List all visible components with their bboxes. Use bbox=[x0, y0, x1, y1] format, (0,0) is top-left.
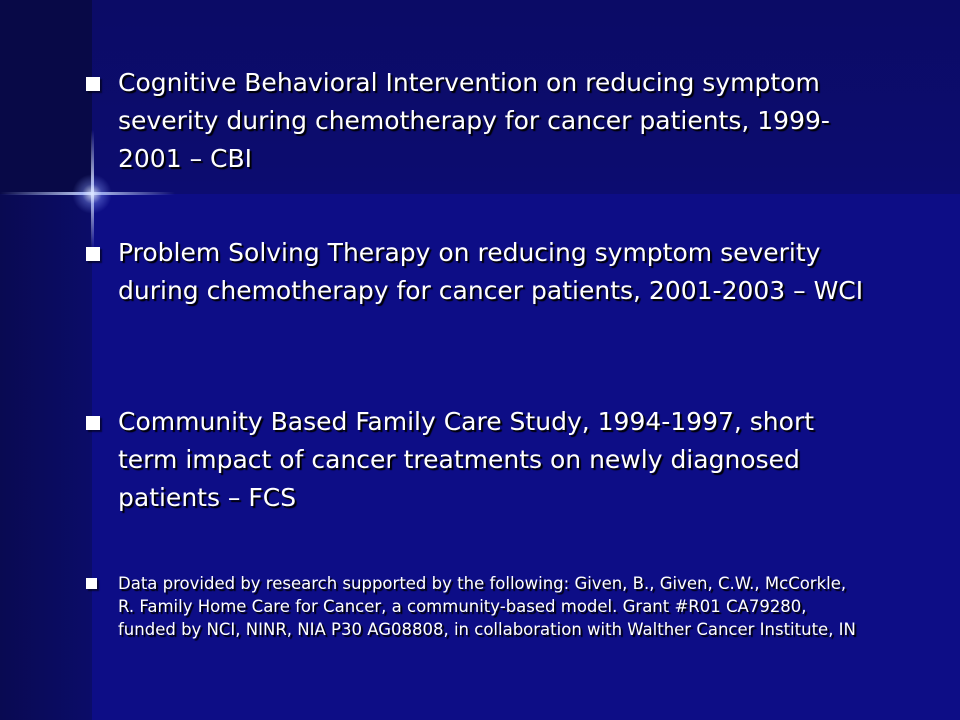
square-bullet-icon bbox=[86, 77, 100, 91]
square-bullet-icon bbox=[86, 416, 100, 430]
bullet-text: Cognitive Behavioral Intervention on reducing symptom severity during chemotherapy for cancer patients, 1999-2001 – CBI bbox=[118, 68, 830, 173]
bullet-text: Community Based Family Care Study, 1994-1997, short term impact of cancer treatments on newly diagnosed patients – FCS bbox=[118, 407, 815, 512]
light-flare-glow bbox=[72, 174, 112, 214]
bullet-text: Data provided by research supported by the following: Given, B., Given, C.W., McCorkle, R. Family Home Care for Cancer, a community-based model. Grant #R01 CA79280, funded by NCI, NINR, NIA P30 AG08808, in collaboration with Walther Cancer Institute, IN bbox=[118, 574, 856, 639]
bullet-text: Problem Solving Therapy on reducing symptom severity during chemotherapy for cancer patients, 2001-2003 – WCI bbox=[118, 238, 864, 305]
square-bullet-icon bbox=[86, 578, 97, 589]
square-bullet-icon bbox=[86, 247, 100, 261]
background-corner bbox=[0, 0, 92, 194]
